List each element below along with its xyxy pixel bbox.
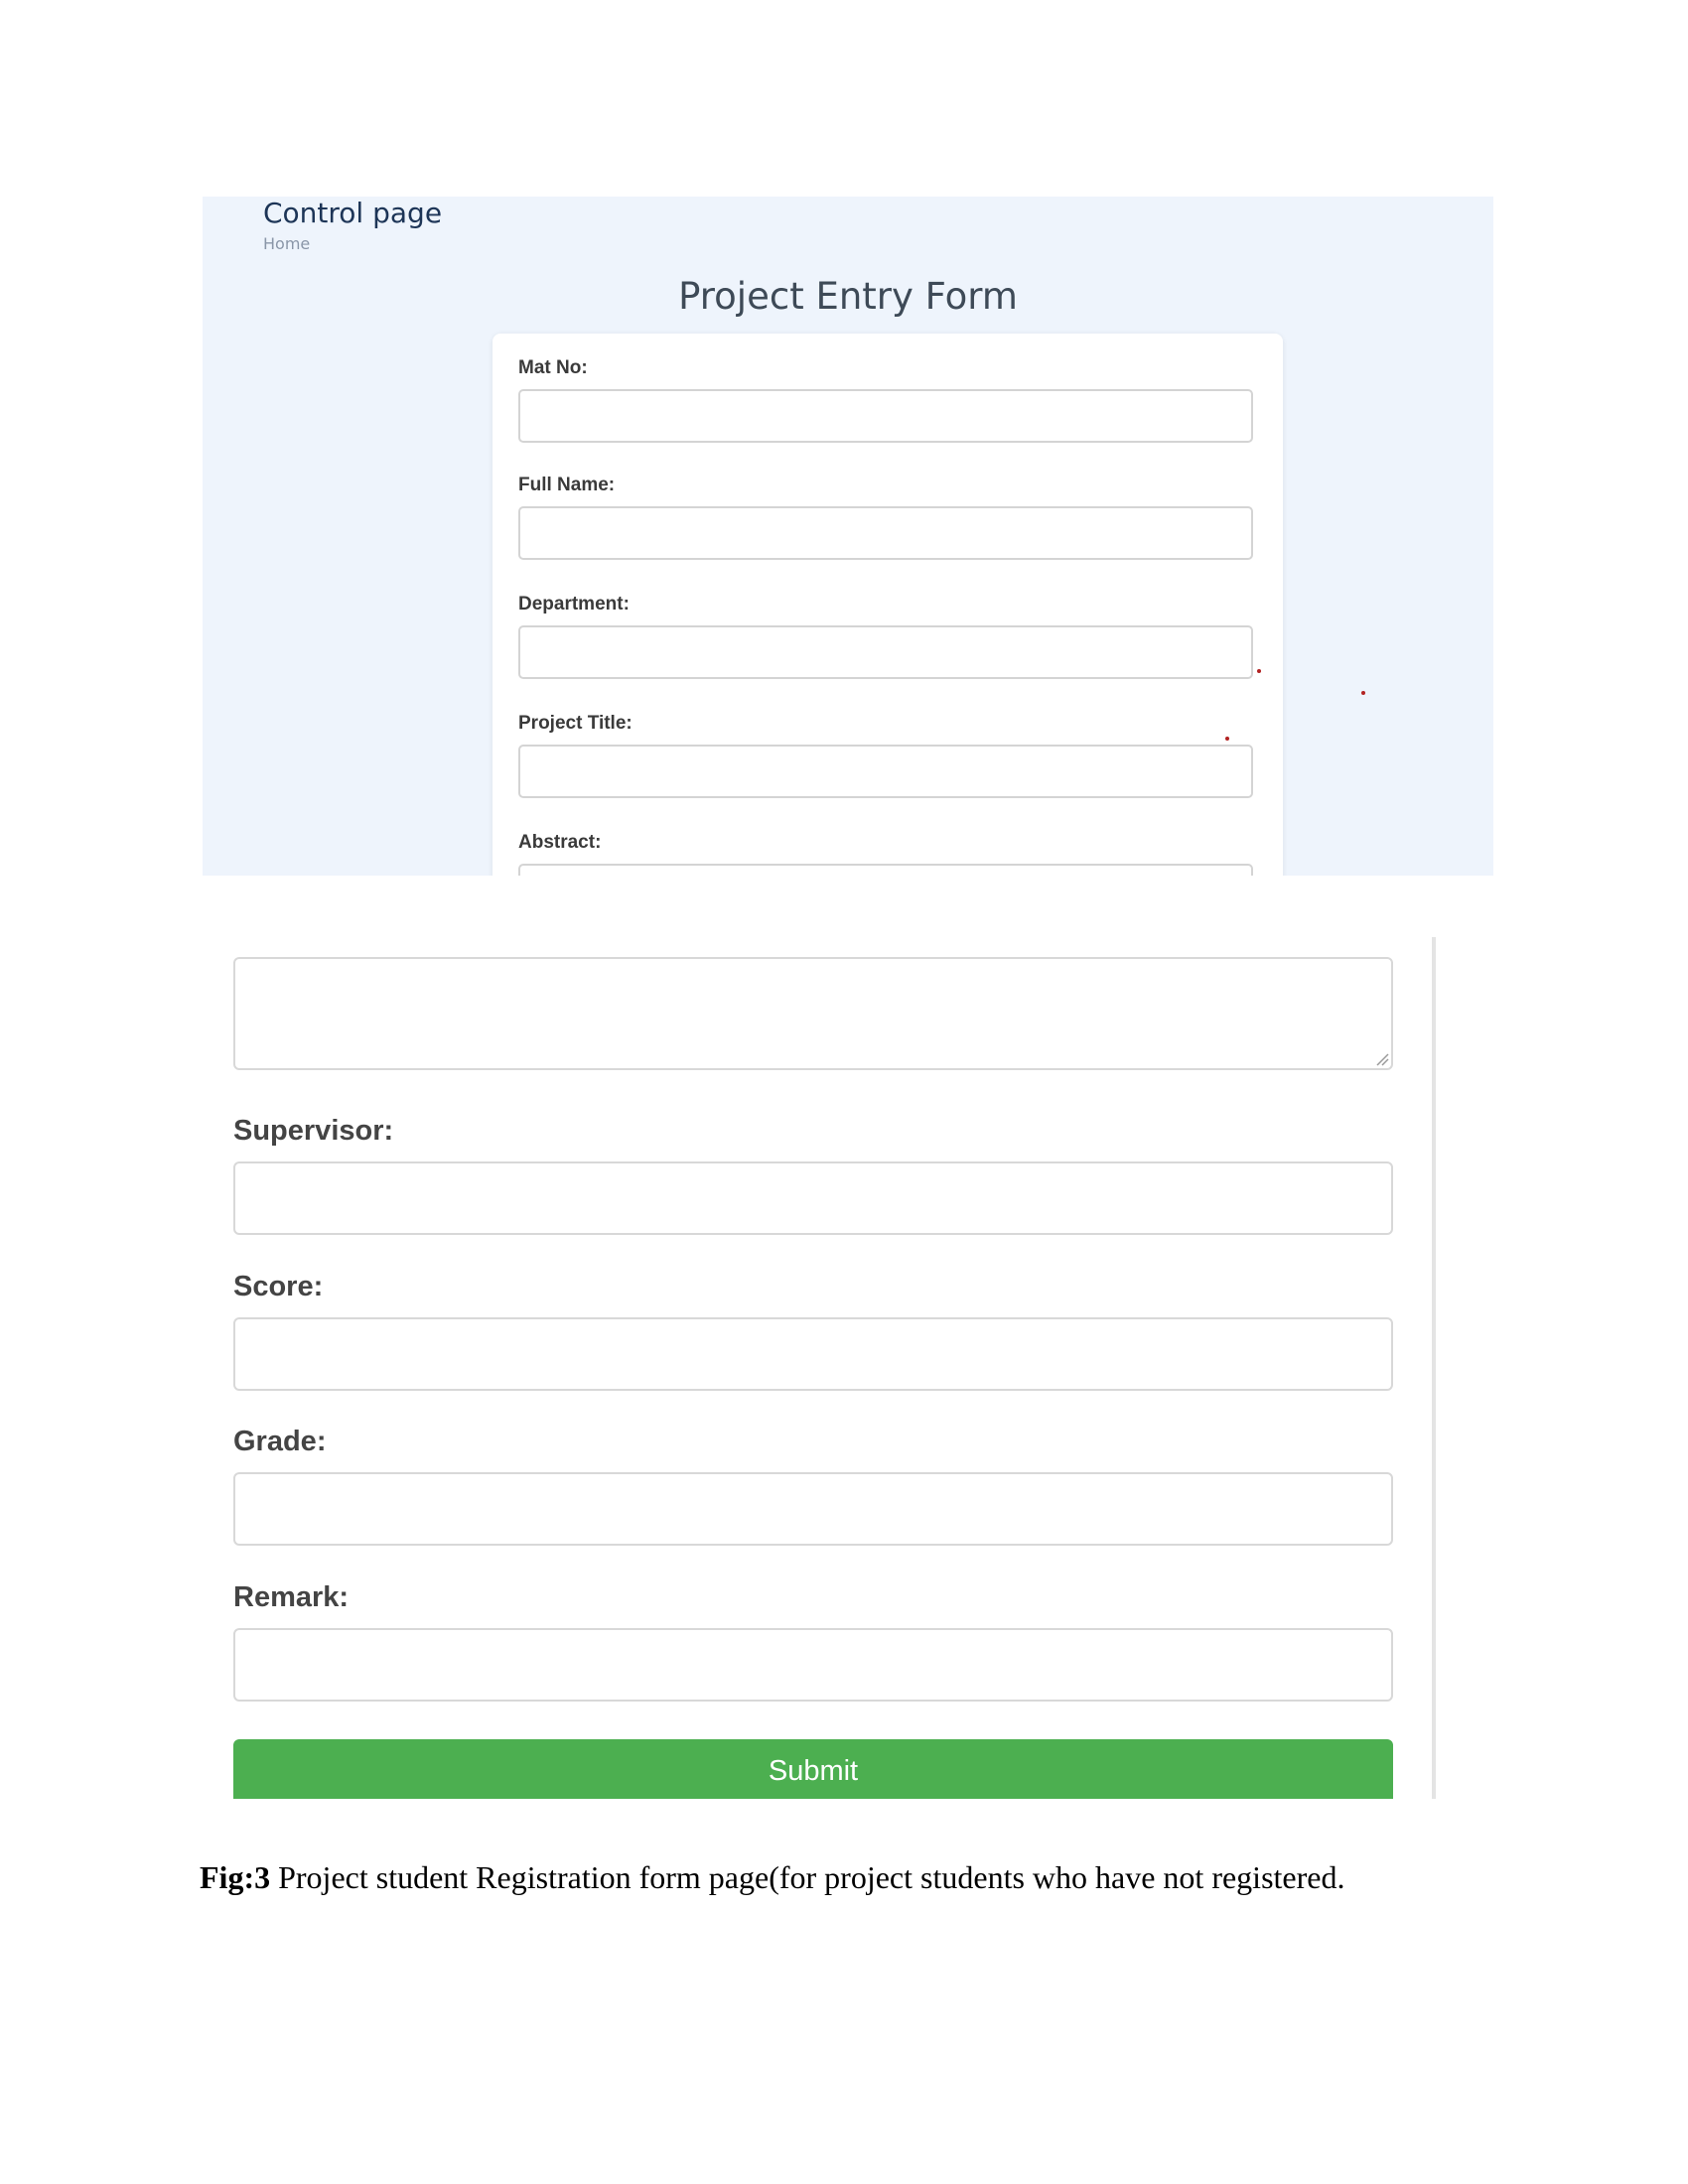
form-heading: Project Entry Form <box>678 275 1018 318</box>
submit-button[interactable]: Submit <box>233 1739 1393 1799</box>
stray-red-dot <box>1361 691 1365 695</box>
stray-red-dot <box>1257 669 1261 673</box>
resize-grip-icon[interactable] <box>1373 1050 1389 1066</box>
breadcrumb-home-link[interactable]: Home <box>263 234 311 253</box>
scrollbar-track[interactable] <box>1432 937 1436 1799</box>
grade-label: Grade: <box>233 1426 327 1457</box>
full-name-label: Full Name: <box>518 475 616 495</box>
stray-red-dot <box>1225 737 1229 741</box>
department-input[interactable] <box>518 625 1253 679</box>
project-title-input[interactable] <box>518 745 1253 798</box>
abstract-textarea[interactable] <box>233 957 1393 1070</box>
form-continuation-screenshot <box>203 937 1444 1799</box>
mat-no-label: Mat No: <box>518 357 588 378</box>
figure-label: Fig:3 <box>200 1859 271 1895</box>
score-input[interactable] <box>233 1317 1393 1391</box>
grade-input[interactable] <box>233 1472 1393 1546</box>
remark-input[interactable] <box>233 1628 1393 1702</box>
remark-label: Remark: <box>233 1581 350 1613</box>
abstract-input-top-edge[interactable] <box>518 864 1253 876</box>
supervisor-input[interactable] <box>233 1161 1393 1235</box>
control-page-screenshot <box>203 197 1493 876</box>
full-name-input[interactable] <box>518 506 1253 560</box>
project-title-label: Project Title: <box>518 713 633 734</box>
supervisor-label: Supervisor: <box>233 1115 394 1147</box>
abstract-label: Abstract: <box>518 832 602 853</box>
form-card <box>492 334 1283 876</box>
figure-caption <box>200 1858 1490 1896</box>
department-label: Department: <box>518 594 630 614</box>
caption-text: Project student Registration form page(for project students who have not registered. <box>270 1859 1345 1895</box>
page-title: Control page <box>263 197 443 229</box>
mat-no-input[interactable] <box>518 389 1253 443</box>
score-label: Score: <box>233 1271 324 1302</box>
